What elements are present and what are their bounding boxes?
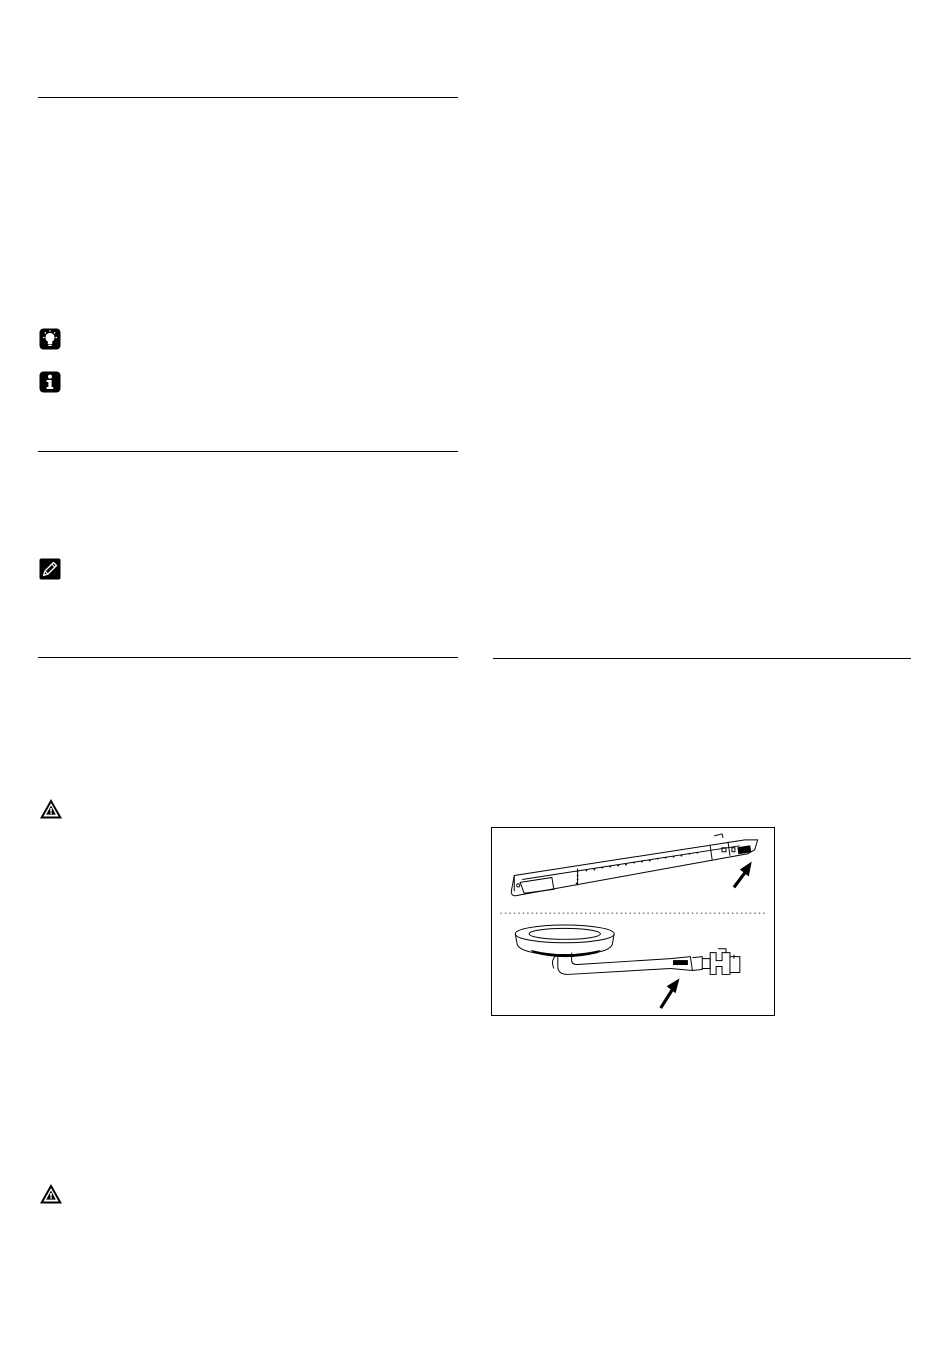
- section-rule-right: [493, 658, 911, 659]
- note-pen-icon: [39, 558, 61, 580]
- arrow-icon: [734, 862, 752, 888]
- straight-tube-burner: [511, 834, 757, 896]
- lightbulb-tip-icon: [39, 328, 61, 350]
- arrow-icon: [661, 978, 680, 1008]
- section-rule-1: [38, 97, 458, 98]
- burner-illustration: [491, 827, 775, 1016]
- info-icon: [39, 371, 61, 393]
- round-burner-with-venturi-tube: [515, 925, 740, 974]
- warning-triangle-icon: [39, 798, 63, 820]
- section-rule-3: [38, 657, 458, 658]
- section-rule-2: [38, 451, 458, 452]
- warning-triangle-icon: [39, 1183, 63, 1205]
